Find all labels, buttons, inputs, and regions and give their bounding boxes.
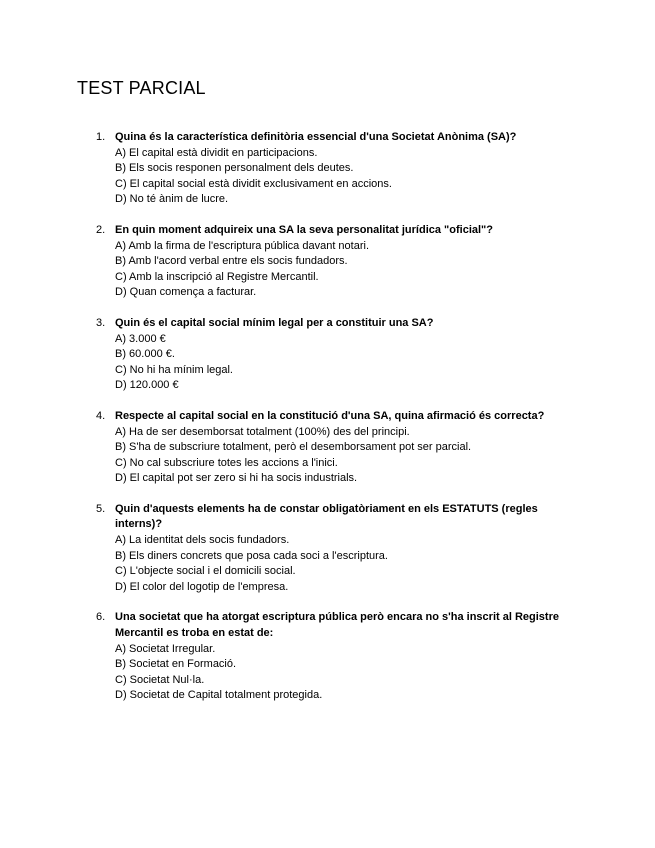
option-b: B) S'ha de subscriure totalment, però el desemborsament pot ser parcial. [115, 441, 472, 454]
question-number: 6. [96, 611, 106, 624]
question-1 [0, 130, 655, 208]
question-number: 4. [96, 409, 106, 422]
option-b: B) Societat en Formació. [115, 658, 237, 671]
option-c: C) Societat Nul·la. [115, 673, 205, 686]
question-list [0, 130, 655, 719]
question-text: Quin és el capital social mínim legal per a constituir una SA? [115, 316, 434, 329]
option-a: A) 3.000 € [115, 332, 166, 345]
option-a: A) Amb la firma de l'escriptura pública davant notari. [115, 239, 369, 252]
option-d: D) El capital pot ser zero si hi ha socis industrials. [115, 472, 358, 485]
option-a: A) La identitat dels socis fundadors. [115, 534, 290, 547]
option-c: C) No hi ha mínim legal. [115, 363, 233, 376]
question-3 [0, 316, 655, 394]
option-c: C) Amb la inscripció al Registre Mercantil. [115, 270, 319, 283]
question-number: 1. [96, 131, 106, 143]
question-number: 2. [96, 223, 106, 236]
option-a: A) Ha de ser desemborsat totalment (100%) des del principi. [115, 425, 410, 438]
question-text: Respecte al capital social en la constitució d'una SA, quina afirmació és correcta? [115, 409, 545, 422]
option-d: D) Quan comença a facturar. [115, 286, 257, 299]
option-b: B) 60.000 €. [115, 348, 175, 361]
question-6 [0, 610, 655, 704]
question-text: Quin d'aquests elements ha de constar obligatòriament en els ESTATUTS (regles interns)? [115, 502, 538, 531]
question-5 [0, 502, 655, 596]
question-number: 3. [96, 316, 106, 329]
option-b: B) Amb l'acord verbal entre els socis fundadors. [115, 255, 348, 268]
option-d: D) 120.000 € [115, 379, 179, 392]
option-b: B) Els diners concrets que posa cada soci a l'escriptura. [115, 549, 388, 562]
question-text: En quin moment adquireix una SA la seva personalitat jurídica "oficial"? [115, 223, 493, 236]
option-d: D) No té ànim de lucre. [115, 193, 229, 206]
question-number: 5. [96, 502, 106, 515]
question-text: Quina és la característica definitòria essencial d'una Societat Anònima (SA)? [115, 131, 517, 143]
option-c: C) No cal subscriure totes les accions a l'inici. [115, 456, 338, 469]
page-title: TEST PARCIAL [77, 78, 206, 98]
option-c: C) El capital social està dividit exclusivament en accions. [115, 177, 392, 190]
option-a: A) Societat Irregular. [115, 642, 216, 655]
option-c: C) L'objecte social i el domicili social. [115, 565, 296, 578]
option-a: A) El capital està dividit en participacions. [115, 146, 318, 159]
option-b: B) Els socis responen personalment dels deutes. [115, 162, 354, 175]
question-2 [0, 223, 655, 301]
option-d: D) El color del logotip de l'empresa. [115, 580, 289, 593]
option-d: D) Societat de Capital totalment protegida. [115, 689, 323, 702]
question-text: Una societat que ha atorgat escriptura pública però encara no s'ha inscrit al Registre Mercantil es troba en estat de: [115, 611, 559, 640]
question-4 [0, 409, 655, 487]
